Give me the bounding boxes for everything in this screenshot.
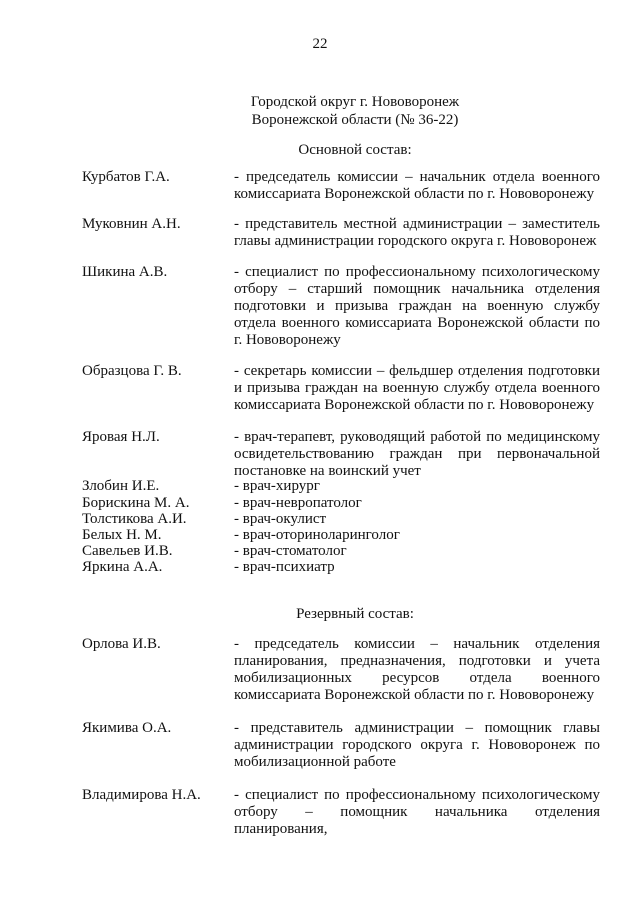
member-role: - председатель комиссии – начальник отдела военного комиссариата Воронежской области по г. Нововоронежу xyxy=(234,169,600,202)
member-row xyxy=(82,478,600,495)
member-row xyxy=(82,543,600,560)
member-name: Яровая Н.Л. xyxy=(82,429,160,445)
member-role: - врач-невропатолог xyxy=(234,495,362,511)
member-row xyxy=(82,429,600,480)
member-role: - представитель администрации – помощник главы администрации городского округа г. Нововоронеж по мобилизационной работе xyxy=(234,720,600,770)
member-role: - врач-психиатр xyxy=(234,559,335,575)
member-name: Якимива О.А. xyxy=(82,720,172,736)
member-name: Шикина А.В. xyxy=(82,264,168,280)
member-role: - представитель местной администрации – заместитель главы администрации городского округа г. Нововоронеж xyxy=(234,216,600,249)
member-role: - врач-стоматолог xyxy=(234,543,347,559)
member-name: Злобин И.Е. xyxy=(82,478,160,494)
member-row xyxy=(82,169,600,203)
member-role: - секретарь комиссии – фельдшер отделения подготовки и призыва граждан на военную службу отдела военного комиссариата Воронежской области по г. Нововоронежу xyxy=(234,363,600,413)
member-role: - специалист по профессиональному психологическому отбору – старший помощник начальника отделения подготовки и призыва граждан на военную службу отдела военного комиссариата Воронежской области по г. Нововоронежу xyxy=(234,264,600,348)
member-name: Яркина А.А. xyxy=(82,559,163,575)
member-row xyxy=(82,720,600,771)
member-name: Савельев И.В. xyxy=(82,543,173,559)
member-role: - врач-окулист xyxy=(234,511,327,527)
member-name: Курбатов Г.А. xyxy=(82,169,170,185)
member-name: Образцова Г. В. xyxy=(82,363,182,379)
member-row xyxy=(82,216,600,250)
member-row xyxy=(82,559,600,576)
member-row xyxy=(82,495,600,512)
member-name: Орлова И.В. xyxy=(82,636,161,652)
member-row xyxy=(82,264,600,349)
member-row xyxy=(82,511,600,528)
member-row xyxy=(82,363,600,414)
reserve-section-title: Резервный состав: xyxy=(296,606,414,622)
main-section-title: Основной состав: xyxy=(298,142,412,158)
member-name: Белых Н. М. xyxy=(82,527,162,543)
document-title-line-1: Городской округ г. Нововоронеж xyxy=(250,94,460,110)
member-name: Толстикова А.И. xyxy=(82,511,187,527)
member-name: Борискина М. А. xyxy=(82,495,190,511)
member-role: - врач-оториноларинголог xyxy=(234,527,400,543)
member-row xyxy=(82,636,600,704)
member-row xyxy=(82,527,600,544)
member-role: - председатель комиссии – начальник отделения планирования, предназначения, подготовки и учета мобилизационных ресурсов отдела военного комиссариата Воронежской области по г. Нововоронежу xyxy=(234,636,600,703)
member-role: - врач-терапевт, руководящий работой по медицинскому освидетельствованию граждан при первоначальной постановке на воинский учет xyxy=(234,429,600,479)
member-role: - специалист по профессиональному психологическому отбору – помощник начальника отделения планирования, xyxy=(234,787,600,837)
member-role: - врач-хирург xyxy=(234,478,320,494)
document-title-line-2: Воронежской области (№ 36-22) xyxy=(251,112,459,128)
page-number: 22 xyxy=(312,36,328,52)
member-name: Муковнин А.Н. xyxy=(82,216,181,232)
member-name: Владимирова Н.А. xyxy=(82,787,201,803)
member-row xyxy=(82,787,600,838)
